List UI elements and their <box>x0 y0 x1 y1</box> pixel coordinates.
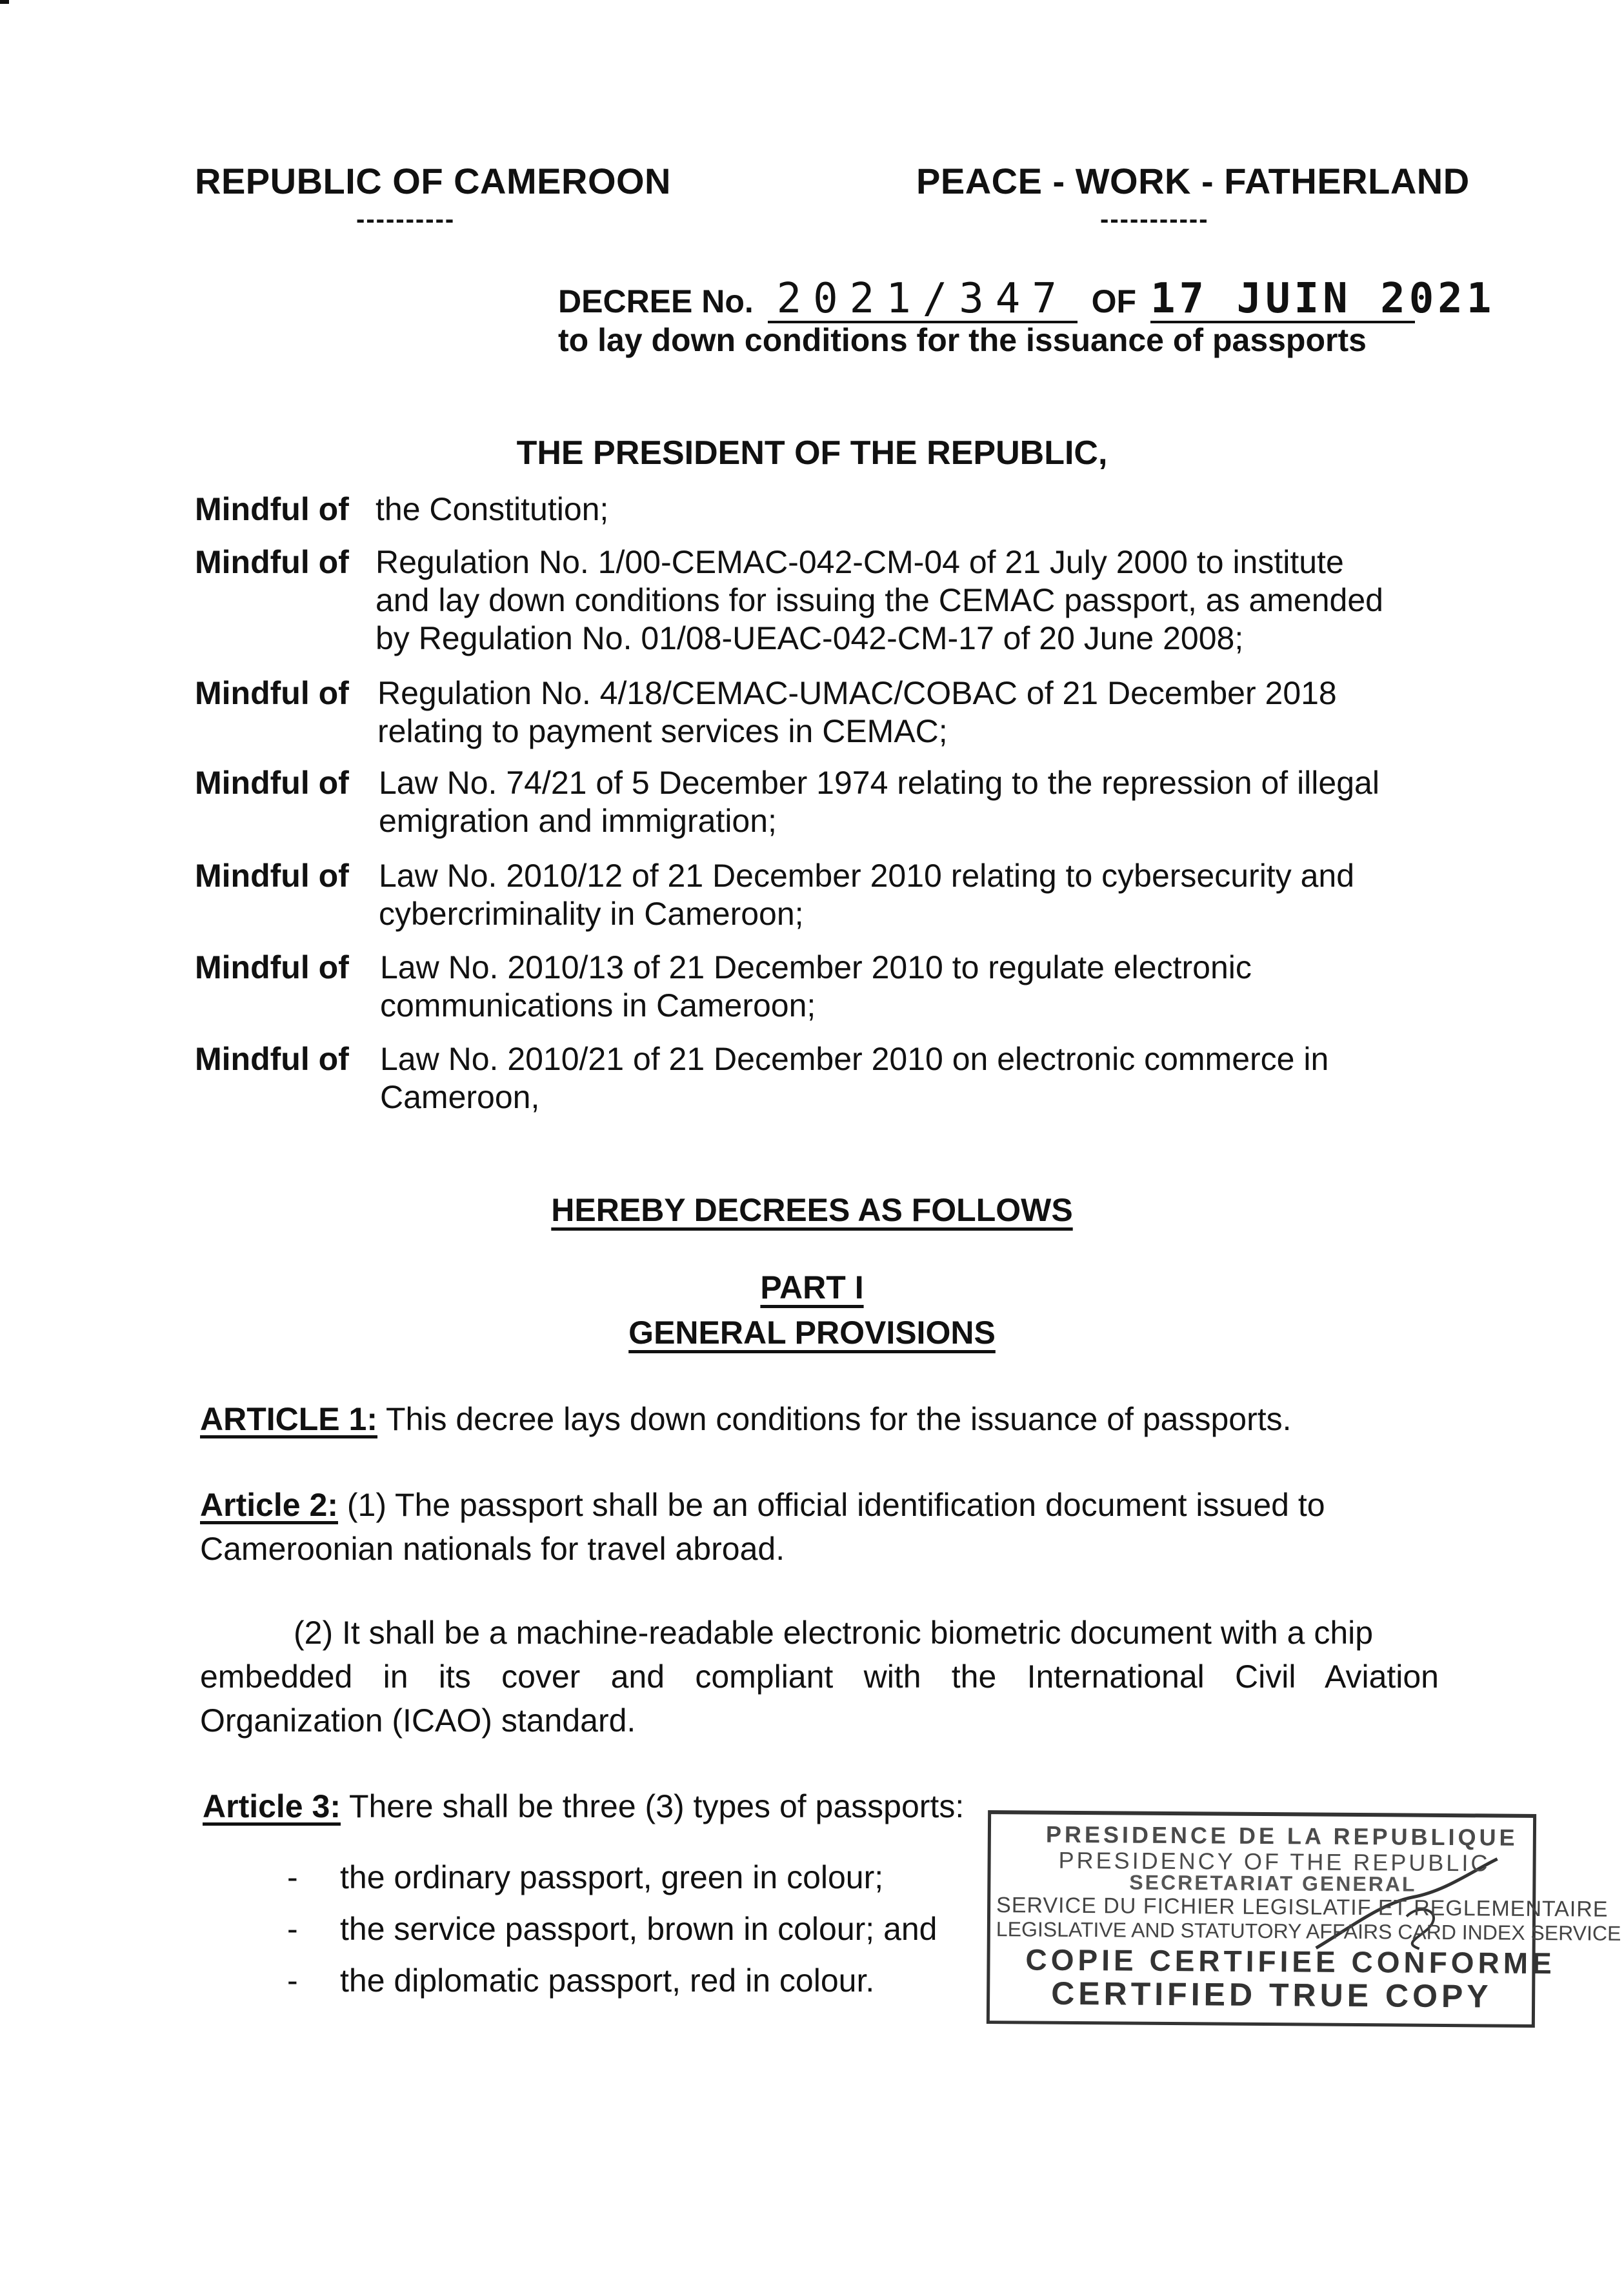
list-item-text: the service passport, brown in colour; and <box>340 1911 937 1947</box>
list-bullet: - <box>287 1859 298 1895</box>
decree-of-label: OF <box>1091 283 1137 319</box>
decree-date: 17 JUIN 2021 <box>1150 275 1496 323</box>
motto-heading: PEACE - WORK - FATHERLAND <box>916 161 1470 201</box>
stamp-line: SECRETARIAT GENERAL <box>1129 1870 1417 1896</box>
article-1-label: ARTICLE 1: <box>200 1401 377 1437</box>
article-1 <box>200 1397 1439 1441</box>
mindful-keyword: Mindful of <box>195 765 349 801</box>
list-bullet: - <box>287 1911 298 1947</box>
article-2-label: Article 2: <box>200 1487 338 1523</box>
stamp-line: CERTIFIED TRUE COPY <box>1050 1975 1492 2015</box>
mindful-text: Law No. 2010/21 of 21 December 2010 on electronic commerce in <box>380 1041 1329 1077</box>
article-3-text: There shall be three (3) types of passports: <box>340 1788 965 1824</box>
mindful-keyword: Mindful of <box>195 675 349 711</box>
scan-mark <box>0 0 9 4</box>
heading-separator-right: ----------- <box>1100 205 1209 234</box>
mindful-text: Regulation No. 1/00-CEMAC-042-CM-04 of 21 July 2000 to institute <box>376 544 1344 580</box>
mindful-keyword: Mindful of <box>195 858 349 894</box>
decree-title: to lay down conditions for the issuance of passports <box>558 322 1367 358</box>
mindful-text: emigration and immigration; <box>379 803 777 839</box>
list-item-text: the ordinary passport, green in colour; <box>340 1859 884 1895</box>
hereby-heading: HEREBY DECREES AS FOLLOWS <box>551 1192 1073 1228</box>
mindful-keyword: Mindful of <box>195 949 349 985</box>
mindful-text: the Constitution; <box>376 491 609 527</box>
article-2-text: (1) The passport shall be an official identification document issued to <box>337 1487 1325 1523</box>
mindful-text: by Regulation No. 01/08-UEAC-042-CM-17 of 20 June 2008; <box>376 620 1244 656</box>
stamp-line: PRESIDENCY OF THE REPUBLIC <box>1058 1846 1490 1877</box>
decree-no-label: DECREE No. <box>558 283 754 319</box>
article-2-text: Organization (ICAO) standard. <box>200 1702 636 1739</box>
mindful-text: and lay down conditions for issuing the CEMAC passport, as amended <box>376 582 1383 618</box>
article-2-text: embedded in its cover and compliant with the International Civil Aviation <box>200 1659 1439 1695</box>
part-title: PART I <box>760 1269 864 1306</box>
president-heading: THE PRESIDENT OF THE REPUBLIC, <box>516 434 1108 472</box>
article-2-paragraph-2 <box>200 1611 1439 1742</box>
article-2-text: (2) It shall be a machine-readable electronic biometric document with a chip <box>294 1615 1374 1651</box>
mindful-text: Regulation No. 4/18/CEMAC-UMAC/COBAC of 21 December 2018 <box>377 675 1337 711</box>
decree-number-line <box>558 275 1496 323</box>
mindful-text: Cameroon, <box>380 1079 540 1115</box>
mindful-keyword: Mindful of <box>195 491 349 527</box>
mindful-text: relating to payment services in CEMAC; <box>377 713 948 749</box>
mindful-text: Law No. 74/21 of 5 December 1974 relating to the repression of illegal <box>379 765 1379 801</box>
article-1-text: This decree lays down conditions for the issuance of passports. <box>377 1401 1292 1437</box>
stamp-line: LEGISLATIVE AND STATUTORY AFFAIRS CARD INDEX SERVICE <box>996 1917 1621 1945</box>
article-2 <box>200 1483 1439 1571</box>
country-heading: REPUBLIC OF CAMEROON <box>195 161 671 201</box>
mindful-keyword: Mindful of <box>195 544 349 580</box>
decree-number: 2021/347 <box>768 277 1078 323</box>
part-subtitle: GENERAL PROVISIONS <box>628 1315 996 1351</box>
mindful-text: cybercriminality in Cameroon; <box>379 896 804 932</box>
article-3 <box>203 1784 964 1828</box>
certified-copy-stamp <box>987 1810 1621 2027</box>
stamp-line: SERVICE DU FICHIER LEGISLATIF ET REGLEMENTAIRE <box>996 1893 1609 1922</box>
article-3-label: Article 3: <box>203 1788 341 1824</box>
mindful-text: Law No. 2010/12 of 21 December 2010 relating to cybersecurity and <box>379 858 1355 894</box>
list-item-text: the diplomatic passport, red in colour. <box>340 1962 875 1999</box>
stamp-line: COPIE CERTIFIEE CONFORME <box>1025 1942 1556 1981</box>
mindful-keyword: Mindful of <box>195 1041 349 1077</box>
stamp-line: PRESIDENCE DE LA REPUBLIQUE <box>1045 1821 1518 1851</box>
article-2-text: Cameroonian nationals for travel abroad. <box>200 1531 785 1567</box>
mindful-text: Law No. 2010/13 of 21 December 2010 to regulate electronic <box>380 949 1252 985</box>
list-bullet: - <box>287 1962 298 1999</box>
mindful-text: communications in Cameroon; <box>380 987 816 1024</box>
heading-separator-left: ---------- <box>356 205 456 234</box>
